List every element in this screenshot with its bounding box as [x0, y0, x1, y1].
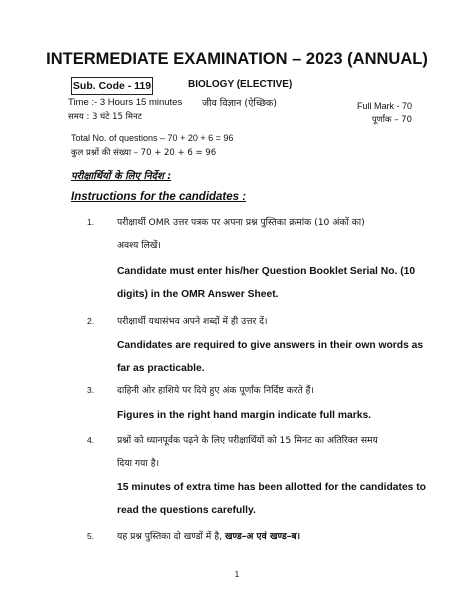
instruction-hindi-line: प्रश्नों को ध्यानपूर्वक पढ़ने के लिए परीक्षार्थियों को 15 मिनट का अतिरिक्त समय	[117, 435, 378, 446]
time-hindi: समय : 3 घंटे 15 मिनट	[68, 112, 142, 122]
instruction-number: 5.	[87, 531, 95, 541]
subject-code-box: Sub. Code - 119	[71, 77, 153, 95]
subject-name-english: BIOLOGY (ELECTIVE)	[188, 79, 293, 90]
time-english: Time :- 3 Hours 15 minutes	[68, 97, 183, 108]
instruction-hindi-line: परीक्षार्थी OMR उत्तर पत्रक पर अपना प्रश्न पुस्तिका क्रमांक (10 अंकों का)	[117, 217, 365, 228]
instruction-english-line: Candidates are required to give answers in their own words as	[117, 340, 424, 351]
instructions-heading-hindi: परीक्षार्थियों के लिए निर्देश :	[71, 171, 172, 182]
instruction-hindi-line: परीक्षार्थी यथासंभव अपने शब्दों में ही उत्तर दें।	[117, 316, 268, 327]
instruction-number: 1.	[87, 217, 95, 227]
instruction-english-line: Candidate must enter his/her Question Booklet Serial No. (10	[117, 266, 416, 277]
page-number: 1	[234, 570, 240, 579]
total-questions-english: Total No. of questions – 70 + 20 + 6 = 96	[71, 133, 234, 143]
instruction-english-line: read the questions carefully.	[117, 505, 256, 516]
instructions-heading-english: Instructions for the candidates :	[71, 191, 247, 203]
instruction-hindi-line: दाहिनी ओर हाशिये पर दिये हुए अंक पूर्णांक निर्दिष्ट करते हैं।	[117, 385, 314, 396]
exam-title: INTERMEDIATE EXAMINATION – 2023 (ANNUAL)	[46, 50, 428, 68]
full-mark-english: Full Mark - 70	[356, 101, 412, 111]
subject-name-hindi: जीव विज्ञान (ऐच्छिक)	[202, 98, 277, 109]
instruction-hindi-line: दिया गया है।	[117, 458, 160, 469]
instruction-hindi-line	[117, 529, 300, 542]
instruction-number: 4.	[87, 435, 95, 445]
instruction-hindi-line: अवश्य लिखें।	[117, 240, 161, 251]
instruction-english-line: 15 minutes of extra time has been allotted for the candidates to	[117, 482, 426, 493]
instruction-english-line: far as practicable.	[117, 363, 205, 374]
instruction-english-line: digits) in the OMR Answer Sheet.	[117, 289, 279, 300]
instruction-number: 3.	[87, 385, 95, 395]
full-mark-hindi: पूर्णांक – 70	[371, 115, 412, 125]
total-questions-hindi: कुल प्रश्नों की संख्या – 70 + 20 + 6 = 96	[71, 148, 217, 158]
section-names-bold: खण्ड–अ एवं खण्ड–ब।	[224, 531, 301, 542]
instruction-hindi-text: यह प्रश्न पुस्तिका दो खण्डों में है,	[117, 531, 225, 542]
instruction-number: 2.	[87, 316, 95, 326]
instruction-english-line: Figures in the right hand margin indicate full marks.	[117, 410, 372, 421]
